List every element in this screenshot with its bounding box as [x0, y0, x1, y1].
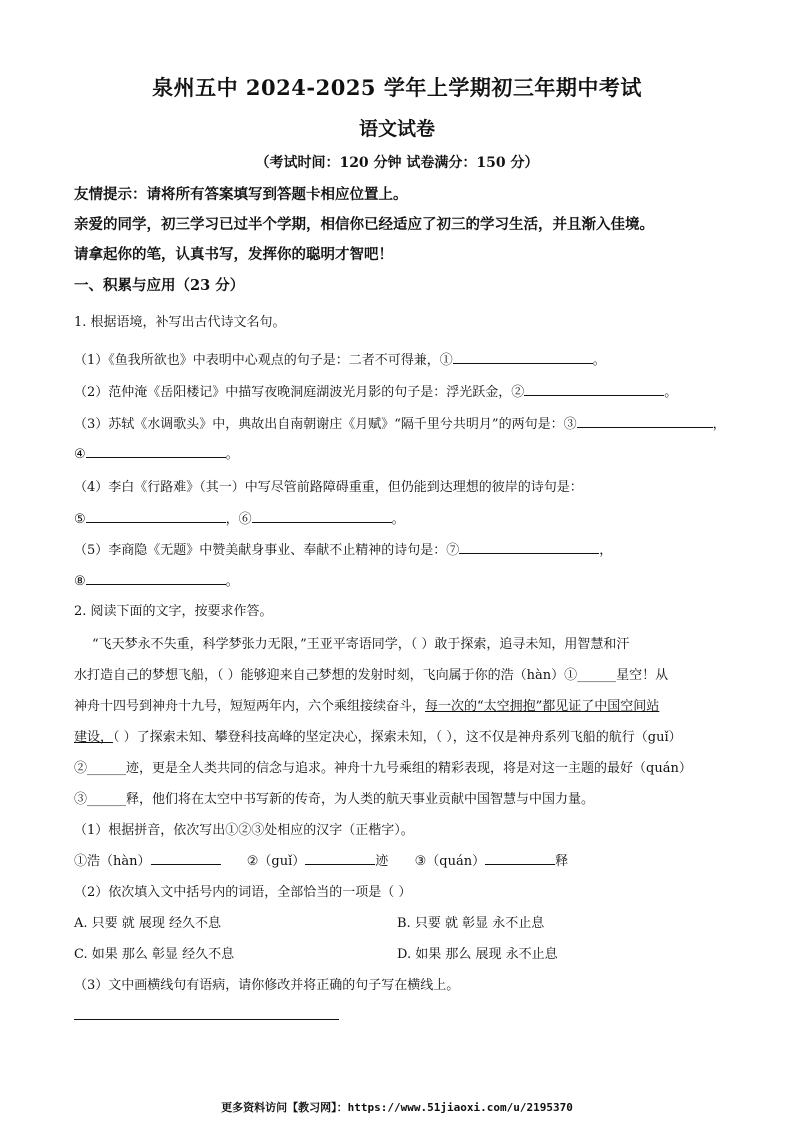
q2-underlined-sentence-part-2: 建设，: [74, 730, 114, 745]
q2-option-b[interactable]: B. 只要 就 彰显 永不止息: [397, 916, 545, 931]
q2-blank-quan[interactable]: [485, 850, 555, 865]
q1-item-3-line-2: [74, 443, 239, 462]
q1-item-2: [74, 381, 677, 400]
q2-sub-1-b-end: 迹: [375, 854, 389, 869]
q1-blank-1[interactable]: [453, 349, 593, 364]
q2-option-d[interactable]: D. 如果 那么 展现 永不止息: [397, 947, 558, 962]
q1-item-2-text: （2）范仲淹《岳阳楼记》中描写夜晚洞庭湖波光月影的句子是：浮光跃金，②: [74, 385, 525, 400]
q1-item-5-end: ，: [599, 543, 613, 558]
q1-item-2-end: 。: [664, 385, 678, 400]
notice-greeting-1: 亲爱的同学，初三学习已过半个学期，相信你已经适应了初三的学习生活，并且渐入佳境。: [74, 216, 654, 233]
q2-sub-1-c-end: 释: [555, 854, 569, 869]
q2-sub-1-c-label: ③（quán）: [414, 854, 486, 869]
q2-sub-1-a-label: ①浩（hàn）: [74, 854, 151, 869]
q1-item-1-text: （1）《鱼我所欲也》中表明中心观点的句子是：二者不可得兼，①: [74, 353, 453, 368]
notice-greeting-2: 请拿起你的笔，认真书写，发挥你的聪明才智吧！: [74, 246, 393, 263]
q1-item-1-end: 。: [592, 353, 606, 368]
q2-blank-han[interactable]: [151, 850, 221, 865]
q2-sub-1-answers: [74, 850, 568, 869]
q1-item-3-b-prefix: ④: [74, 447, 86, 462]
exam-info: （考试时间：120 分钟 试卷满分：150 分）: [255, 155, 539, 171]
q1-item-4: （4）李白《行路难》（其一）中写尽管前路障碍重重，但仍能到达理想的彼岸的诗句是：: [74, 480, 583, 495]
q1-blank-3[interactable]: [577, 413, 713, 428]
q2-passage-line-2: 水打造自己的梦想飞船，（ ）能够迎来自己梦想的发射时刻，飞向属于你的浩（hàn）①______星空！从: [74, 668, 669, 683]
q1-item-5-b-prefix: ⑧: [74, 574, 86, 589]
section-heading: 一、积累与应用（23 分）: [74, 277, 245, 294]
q1-stem: 1. 根据语境，补写出古代诗文名句。: [74, 315, 286, 330]
q2-answer-line[interactable]: [74, 1019, 339, 1020]
q1-blank-7[interactable]: [459, 539, 599, 554]
q2-passage-line-5: ②______迹，更是全人类共同的信念与追求。神舟十九号乘组的精彩表现，将是对这一主题的最好（quán）: [74, 761, 692, 776]
q1-blank-6[interactable]: [252, 508, 392, 523]
q1-item-3-text: （3）苏轼《水调歌头》中，典故出自南朝谢庄《月赋》“隔千里兮共明月”的两句是：③: [74, 417, 577, 432]
q1-item-3: [74, 413, 726, 432]
q1-blank-5[interactable]: [86, 508, 226, 523]
q1-item-5-line-2: [74, 570, 239, 589]
q1-blank-4[interactable]: [86, 443, 226, 458]
q1-item-3-end: ，: [712, 417, 726, 432]
q1-item-5: [74, 539, 612, 558]
q1-item-4-end: 。: [391, 512, 405, 527]
q2-option-a[interactable]: A. 只要 就 展现 经久不息: [74, 916, 222, 931]
q2-sub-2: （2）依次填入文中括号内的词语，全部恰当的一项是（ ）: [74, 885, 412, 900]
q1-item-5-text: （5）李商隐《无题》中赞美献身事业、奉献不止精神的诗句是：⑦: [74, 543, 460, 558]
q2-passage-line-1: “飞天梦永不失重，科学梦张力无限，”王亚平寄语同学，（ ）敢于探索，追寻未知，用智慧和汗: [92, 637, 630, 652]
exam-subtitle: 语文试卷: [358, 118, 435, 140]
q2-sub-1-b-label: ②（guǐ）: [246, 854, 306, 869]
q2-sub-3: （3）文中画横线句有语病，请你修改并将正确的句子写在横线上。: [74, 978, 460, 993]
exam-title: 泉州五中 2024-2025 学年上学期初三年期中考试: [152, 75, 642, 100]
q1-item-5-b-end: 。: [225, 574, 239, 589]
q2-passage-line-6: ③______释，他们将在太空中书写新的传奇，为人类的航天事业贡献中国智慧与中国力量。: [74, 792, 595, 807]
q2-underlined-sentence-part-1: 每一次的“太空拥抱”都见证了中国空间站: [425, 699, 660, 714]
q1-item-4-b5-prefix: ⑤: [74, 512, 86, 527]
q2-sub-1: （1）根据拼音，依次写出①②③处相应的汉字（正楷字）。: [74, 823, 414, 838]
q2-passage-line-4: [74, 726, 682, 745]
q2-option-c[interactable]: C. 如果 那么 彰显 经久不息: [74, 947, 235, 962]
q1-blank-2[interactable]: [524, 381, 664, 396]
footer-link[interactable]: 更多资料访问【教习网】：https://www.51jiaoxi.com/u/2195370: [221, 1101, 573, 1114]
q2-passage-line-3-pre: 神舟十四号到神舟十九号，短短两年内，六个乘组接续奋斗，: [74, 699, 426, 714]
notice-tip: 友情提示：请将所有答案填写到答题卡相应位置上。: [74, 186, 408, 203]
q1-item-4-line-2: [74, 508, 405, 527]
q2-passage-line-3: [74, 695, 659, 714]
q2-stem: 2. 阅读下面的文字，按要求作答。: [74, 604, 273, 619]
q1-blank-8[interactable]: [86, 570, 226, 585]
q1-item-4-mid: ，⑥: [225, 512, 252, 527]
q1-item-3-b-end: 。: [225, 447, 239, 462]
q2-passage-line-4-rest: （ ）了探索未知、攀登科技高峰的坚定决心，探索未知，（ ），这不仅是神舟系列飞船的航行（guǐ）: [113, 730, 682, 745]
q1-item-1: [74, 349, 606, 368]
q2-blank-gui[interactable]: [305, 850, 375, 865]
